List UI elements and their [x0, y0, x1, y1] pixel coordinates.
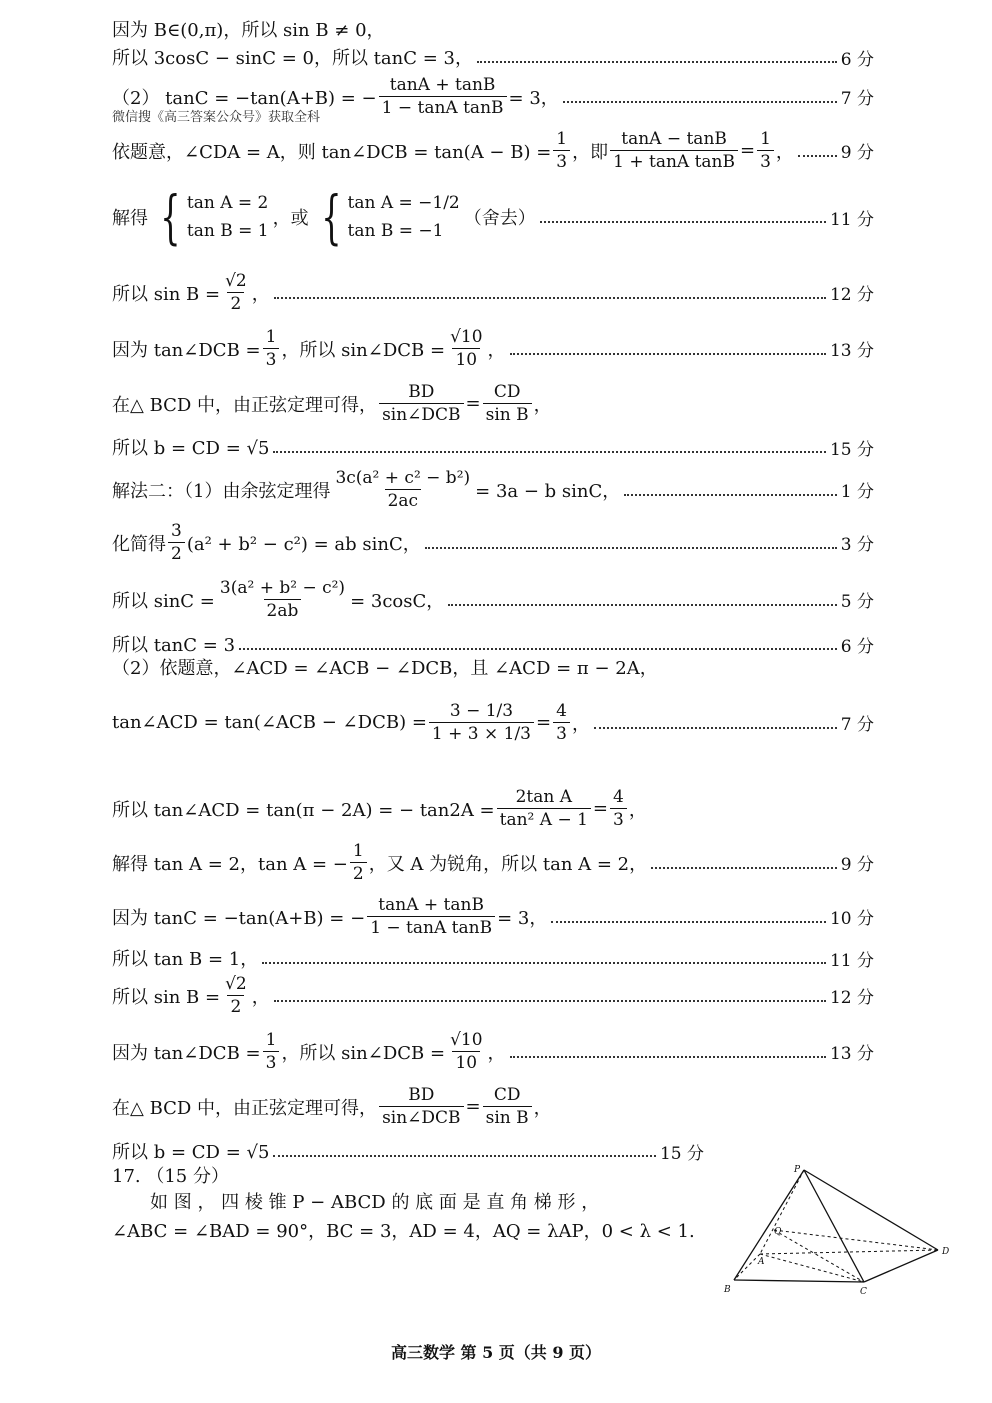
question-text: ∠ABC = ∠BAD = 90°，BC = 3，AD = 4，AQ = λAP，0 < λ < 1. — [112, 1221, 695, 1242]
solution-line: 因为 tan∠DCB = $\frac{1}{3}$ ，所以 sin∠DCB = $\frac{√10}{10}$ ， 13 分 — [112, 327, 874, 370]
edge-pd — [804, 1170, 938, 1250]
solution-line: （2） tanC = −tan(A+B) = − $\frac{\tan A + \tan B}{\text{1 − tanA tanB}}$ = 3， 7 分 — [112, 75, 874, 118]
equation-system: { tan A = −1/2 tan B = −1 — [320, 183, 460, 251]
fraction: $\frac{\tan A + \tan B}{\text{1 − tanA tanB}}$ — [379, 74, 507, 119]
solution-line — [112, 44, 874, 70]
fraction: $\frac{√2}{2}$ — [225, 271, 247, 314]
fraction: $\frac{CD}{\text{sin B}}$ — [483, 381, 532, 426]
edge-bc — [734, 1280, 864, 1282]
fraction: $\frac{1}{3}$ — [263, 1029, 280, 1074]
dot-leader — [563, 91, 837, 103]
vertex-label-q: Q — [774, 1227, 782, 1237]
score-points: 13 分 — [829, 341, 874, 361]
score-points: 3 分 — [840, 535, 874, 555]
fraction: $\frac{1}{3}$ — [263, 326, 280, 371]
solution-line: 所以 sinC = $\frac{\text{3(a² + b² − c²)}}{2ab}$ = 3cosC， 5 分 — [112, 578, 874, 621]
dot-leader — [274, 990, 826, 1002]
dot-leader — [540, 211, 826, 223]
dot-leader — [262, 952, 826, 964]
dot-leader — [594, 717, 837, 729]
dot-leader — [448, 594, 837, 606]
question-heading: 17. （15 分） — [112, 1166, 229, 1187]
solution-line: 解得 { tan A = 2 tan B = 1 ，或 { tan A = −1/2 tan B = −1 （舍去） 11 分 — [112, 183, 874, 251]
page-footer: 高三数学 第 5 页（共 9 页） — [390, 1343, 602, 1362]
fraction: $\frac{√10}{10}$ — [450, 327, 483, 370]
solution-line: 所以 tan B = 1， 11 分 — [112, 945, 874, 971]
dot-leader — [798, 145, 837, 157]
fraction: $\frac{1}{3}$ — [553, 128, 570, 173]
edge-ab — [734, 1254, 760, 1280]
dot-leader — [477, 51, 837, 63]
dot-leader — [510, 343, 826, 355]
fraction: $\frac{\tan A + \tan B}{\text{1 − tanA tanB}}$ — [367, 894, 495, 939]
line-text: 所以 3cosC − sinC = 0，所以 tanC = 3， — [112, 48, 473, 69]
dot-leader — [273, 1145, 656, 1157]
solution-line: 所以 b = CD = √5 15 分 — [112, 434, 874, 460]
dot-leader — [624, 484, 836, 496]
score-points: 11 分 — [829, 950, 874, 971]
score-points: 9 分 — [840, 143, 874, 163]
solution-line: 因为 tanC = −tan(A+B) = − $\frac{\tan A + \tan B}{\text{1 − tanA tanB}}$ = 3， 10 分 — [112, 895, 874, 938]
score-points: 5 分 — [840, 592, 874, 612]
solution-line: 解法二：（1）由余弦定理得 $\frac{\text{3c(a² + c² − b²)}}{2ac}$ = 3a − b sinC， 1 分 — [112, 468, 874, 511]
vertex-label-c: C — [860, 1287, 867, 1297]
fraction: $\frac{CD}{\text{sin B}}$ — [483, 1084, 532, 1129]
dot-leader — [551, 911, 826, 923]
score-points: 1 分 — [840, 482, 874, 502]
edge-pc — [804, 1170, 864, 1282]
fraction: $\frac{\text{3c(a² + c² − b²)}}{2ac}$ — [335, 468, 471, 511]
fraction: $\frac{BD}{\text{sin∠DCB}}$ — [379, 381, 463, 426]
score-points: 15 分 — [659, 1143, 704, 1164]
solution-line: 所以 tanC = 3 6 分 — [112, 631, 874, 657]
solution-line: 因为 tan∠DCB = $\frac{1}{3}$ ，所以 sin∠DCB = $\frac{√10}{10}$ ， 13 分 — [112, 1030, 874, 1073]
solution-line: 解得 tan A = 2，tan A = − $\frac{1}{2}$ ，又 A 为锐角，所以 tan A = 2， 9 分 — [112, 841, 874, 884]
fraction: $\frac{BD}{\text{sin∠DCB}}$ — [379, 1084, 463, 1129]
fraction: $\frac{4}{3}$ — [610, 786, 627, 831]
solution-line: 所以 sin B = $\frac{√2}{2}$ ， 12 分 — [112, 271, 874, 314]
solution-line: 依题意，∠CDA = A，则 tan∠DCB = tan(A − B) = $\frac{1}{3}$ ，即 $\frac{\tan A - \tan B}{\text{1 + tanA tanB}}$ = $\frac{1}{3}$ ， 9 分 — [112, 129, 874, 172]
solution-line: 在△ BCD 中，由正弦定理可得， $\frac{BD}{\text{sin∠DCB}}$ = $\frac{CD}{\text{sin B}}$ ， — [112, 1085, 552, 1128]
vertex-label-p: P — [794, 1165, 801, 1175]
dot-leader — [239, 638, 837, 650]
solution-line: 所以 b = CD = √5 15 分 — [112, 1138, 704, 1164]
dot-leader — [274, 287, 826, 299]
dot-leader — [273, 441, 826, 453]
vertex-label-d: D — [942, 1247, 950, 1257]
score-points: 11 分 — [829, 209, 874, 230]
edge-pa — [760, 1170, 804, 1254]
score-points: 7 分 — [840, 715, 874, 735]
fraction: $\frac{1}{3}$ — [757, 128, 774, 173]
fraction: $\frac{3 - 1/3}{1 + 3 \times 1/3}$ — [429, 700, 534, 745]
score-points: 15 分 — [829, 439, 874, 460]
pyramid-figure — [716, 1162, 956, 1298]
vertex-label-a: A — [758, 1257, 765, 1267]
score-points: 10 分 — [829, 909, 874, 929]
equation-system: { tan A = 2 tan B = 1 — [160, 183, 269, 251]
fraction: $\frac{√2}{2}$ — [225, 974, 247, 1017]
solution-line: tan∠ACD = tan(∠ACB − ∠DCB) = $\frac{3 - 1/3}{1 + 3 \times 1/3}$ = $\frac{4}{3}$ ， 7 分 — [112, 701, 874, 744]
score-points: 6 分 — [840, 49, 874, 70]
question-text: 如 图 ， 四 棱 锥 P − ABCD 的 底 面 是 直 角 梯 形 ， — [150, 1192, 600, 1213]
watermark-text: 微信搜《高三答案公众号》获取全科 — [112, 110, 321, 125]
solution-line: 化简得 $\frac{3}{2}$ (a² + b² − c²) = ab sinC， 3 分 — [112, 521, 874, 564]
fraction: $\frac{4}{3}$ — [553, 700, 570, 745]
score-points: 7 分 — [840, 89, 874, 109]
score-points: 12 分 — [829, 285, 874, 305]
solution-line: 所以 sin B = $\frac{√2}{2}$ ， 12 分 — [112, 974, 874, 1017]
edge-ac — [760, 1254, 864, 1282]
solution-line: （2）依题意，∠ACD = ∠ACB − ∠DCB，且 ∠ACD = π − 2A， — [112, 658, 658, 679]
edge-pb — [734, 1170, 804, 1280]
score-points: 12 分 — [829, 988, 874, 1008]
edge-qd — [774, 1230, 938, 1250]
fraction: $\frac{\text{3(a² + b² − c²)}}{2ab}$ — [219, 578, 346, 621]
dot-leader — [651, 857, 837, 869]
fraction: $\frac{1}{2}$ — [350, 840, 367, 885]
dot-leader — [510, 1046, 826, 1058]
score-points: 13 分 — [829, 1044, 874, 1064]
vertex-label-b: B — [724, 1285, 731, 1295]
fraction: $\frac{\tan A - \tan B}{\text{1 + tanA tanB}}$ — [610, 128, 738, 173]
solution-line: 在△ BCD 中，由正弦定理可得， $\frac{BD}{\text{sin∠DCB}}$ = $\frac{CD}{\text{sin B}}$ ， — [112, 382, 552, 425]
score-points: 6 分 — [840, 636, 874, 657]
dot-leader — [425, 537, 837, 549]
fraction: $\frac{√10}{10}$ — [450, 1030, 483, 1073]
line-text: （2） tanC = −tan(A+B) = − — [112, 87, 377, 109]
fraction: $\frac{3}{2}$ — [168, 520, 185, 565]
fraction: $\frac{\text{2tan A}}{\text{tan² A − 1}}$ — [497, 786, 591, 831]
score-points: 9 分 — [840, 855, 874, 875]
solution-line: 所以 tan∠ACD = tan(π − 2A) = − tan2A = $\frac{\text{2tan A}}{\text{tan² A − 1}}$ = $\frac{4}{3}$ ， — [112, 787, 647, 830]
solution-line: 因为 B∈(0,π)，所以 sin B ≠ 0， — [112, 20, 385, 41]
edge-cd — [864, 1250, 938, 1282]
